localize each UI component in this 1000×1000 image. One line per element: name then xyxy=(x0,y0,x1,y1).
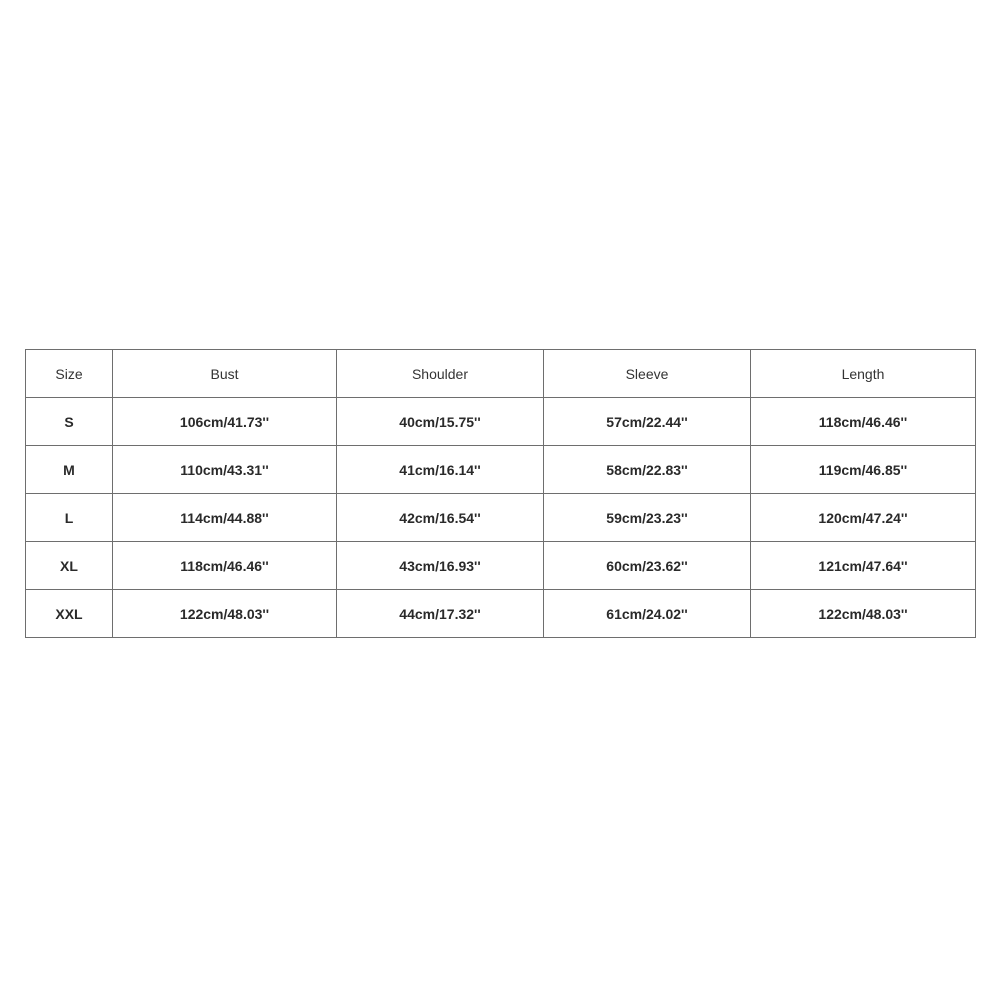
header-sleeve: Sleeve xyxy=(544,350,751,398)
cell-shoulder: 44cm/17.32'' xyxy=(337,590,544,638)
cell-sleeve: 60cm/23.62'' xyxy=(544,542,751,590)
header-row xyxy=(26,350,976,398)
cell-length: 120cm/47.24'' xyxy=(751,494,976,542)
cell-bust: 110cm/43.31'' xyxy=(113,446,337,494)
cell-size: L xyxy=(26,494,113,542)
table-header xyxy=(26,350,976,398)
cell-length: 119cm/46.85'' xyxy=(751,446,976,494)
table-row-s xyxy=(26,398,976,446)
header-shoulder: Shoulder xyxy=(337,350,544,398)
cell-shoulder: 42cm/16.54'' xyxy=(337,494,544,542)
cell-size: XXL xyxy=(26,590,113,638)
cell-size: S xyxy=(26,398,113,446)
cell-bust: 114cm/44.88'' xyxy=(113,494,337,542)
header-bust: Bust xyxy=(113,350,337,398)
cell-bust: 122cm/48.03'' xyxy=(113,590,337,638)
cell-shoulder: 41cm/16.14'' xyxy=(337,446,544,494)
cell-sleeve: 61cm/24.02'' xyxy=(544,590,751,638)
size-chart-table xyxy=(25,349,976,638)
cell-shoulder: 40cm/15.75'' xyxy=(337,398,544,446)
cell-sleeve: 58cm/22.83'' xyxy=(544,446,751,494)
table-row-xl xyxy=(26,542,976,590)
cell-length: 121cm/47.64'' xyxy=(751,542,976,590)
cell-sleeve: 59cm/23.23'' xyxy=(544,494,751,542)
cell-sleeve: 57cm/22.44'' xyxy=(544,398,751,446)
cell-length: 118cm/46.46'' xyxy=(751,398,976,446)
header-size: Size xyxy=(26,350,113,398)
table-row-l xyxy=(26,494,976,542)
table-row-xxl xyxy=(26,590,976,638)
table-row-m xyxy=(26,446,976,494)
cell-length: 122cm/48.03'' xyxy=(751,590,976,638)
header-length: Length xyxy=(751,350,976,398)
cell-bust: 118cm/46.46'' xyxy=(113,542,337,590)
cell-shoulder: 43cm/16.93'' xyxy=(337,542,544,590)
table-body xyxy=(26,398,976,638)
cell-size: M xyxy=(26,446,113,494)
cell-bust: 106cm/41.73'' xyxy=(113,398,337,446)
cell-size: XL xyxy=(26,542,113,590)
